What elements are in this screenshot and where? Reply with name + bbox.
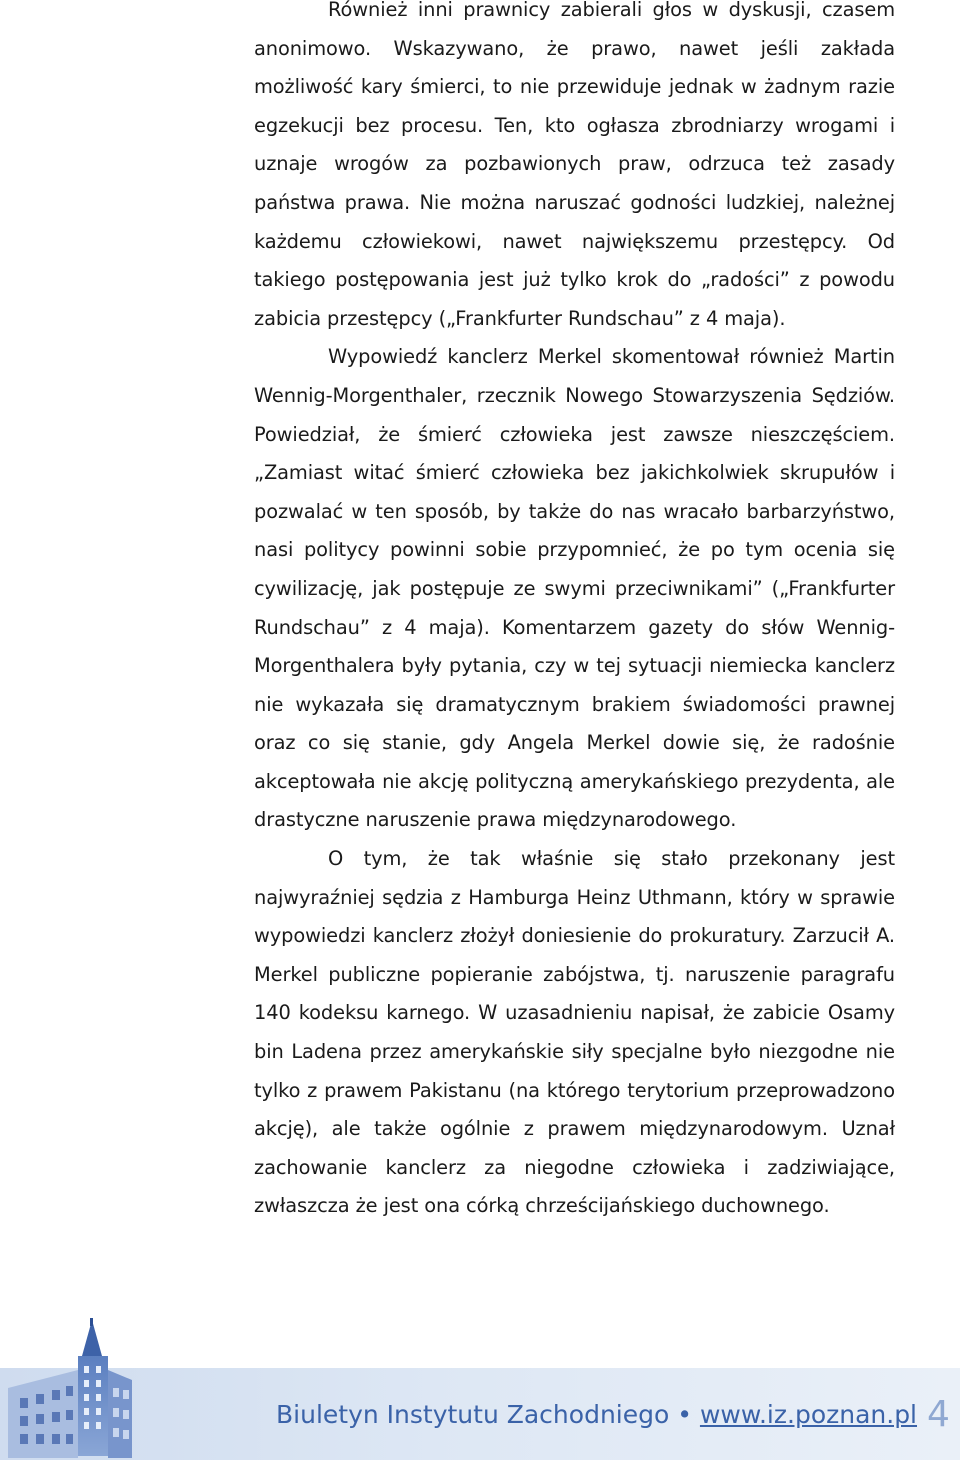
- paragraph-2: Wypowiedź kanclerz Merkel skomentował również Martin Wennig-Morgenthaler, rzecznik Nowego Stowarzyszenia Sędziów. Powiedział, że śmierć człowieka jest zawsze nieszczęściem. „Zamiast witać śmierć człowieka bez jakichkolwiek skrupułów i pozwalać w ten sposób, by także do nas wracało barbarzyństwo, nasi politycy powinni sobie przypomnieć, że po tym ocenia się cywilizację, jak postępuje ze swymi przeciwnikami” („Frankfurter Rundschau” z 4 maja). Komentarzem gazety do słów Wennig-Morgenthalera były pytania, czy w tej sytuacji niemiecka kanclerz nie wykazała się dramatycznym brakiem świadomości prawnej oraz co się stanie, gdy Angela Merkel dowie się, że radośnie akceptowała nie akcję polityczną amerykańskiego prezydenta, ale drastyczne naruszenie prawa międzynarodowego.: [254, 345, 895, 832]
- article-body: [254, 0, 895, 1226]
- page-number: 4: [926, 1394, 950, 1435]
- paragraph-1: Również inni prawnicy zabierali głos w dyskusji, czasem anonimowo. Wskazywano, że prawo, nawet jeśli zakłada możliwość kary śmierci, to nie przewiduje jednak w żadnym razie egzekucji bez procesu. Ten, kto ogłasza zbrodniarzy wrogami i uznaje wrogów za pozbawionych praw, odrzuca też zasady państwa prawa. Nie można naruszać godności ludzkiej, należnej każdemu człowiekowi, nawet największemu przestępcy. Od takiego postępowania jest już tylko krok do „radości” z powodu zabicia przestępcy („Frankfurter Rundschau” z 4 maja).: [254, 0, 895, 330]
- footer-separator: •: [677, 1400, 692, 1429]
- paragraph-3: O tym, że tak właśnie się stało przekonany jest najwyraźniej sędzia z Hamburga Heinz Uthmann, który w sprawie wypowiedzi kanclerz złożył doniesienie do prokuratury. Zarzucił A. Merkel publiczne popieranie zabójstwa, tj. naruszenie paragrafu 140 kodeksu karnego. W uzasadnieniu napisał, że zabicie Osamy bin Ladena przez amerykańskie siły specjalne było niezgodne nie tylko z prawem Pakistanu (na którego terytorium przeprowadzono akcję), ale także ogólnie z prawem międzynarodowym. Uznał zachowanie kanclerz za niegodne człowieka i zadziwiające, zwłaszcza że jest ona córką chrześcijańskiego duchownego.: [254, 847, 895, 1218]
- publication-name: Biuletyn Instytutu Zachodniego: [276, 1400, 670, 1429]
- institute-building-icon: [0, 1318, 200, 1468]
- website-link[interactable]: www.iz.poznan.pl: [699, 1400, 918, 1429]
- footer-caption: [276, 1393, 950, 1437]
